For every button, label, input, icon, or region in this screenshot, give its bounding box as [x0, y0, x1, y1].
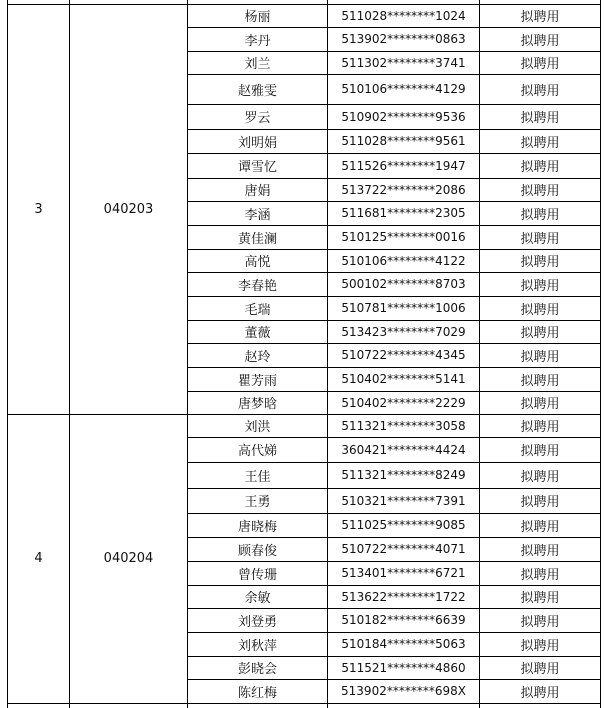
id-number-cell: 511526********1947: [341, 158, 466, 173]
position-code-cell: 040203: [103, 201, 154, 217]
name-cell: 高代娣: [237, 444, 277, 459]
id-number-cell: 510402********5141: [341, 372, 466, 386]
position-code-cell: 040204: [103, 551, 154, 566]
status-cell: 拟聘用: [520, 519, 560, 535]
status-cell: 拟聘用: [520, 469, 560, 485]
name-cell: 刘兰: [244, 57, 271, 72]
id-number-cell: 511302********3741: [341, 55, 466, 70]
name-cell: 刘明娟: [237, 135, 277, 151]
status-cell: 拟聘用: [520, 326, 560, 341]
id-number-cell: 511681********2305: [341, 206, 466, 220]
status-cell: 拟聘用: [520, 83, 560, 99]
name-cell: 曾传珊: [237, 567, 277, 583]
name-cell: 谭雪忆: [237, 160, 277, 175]
name-cell: 余敏: [244, 591, 271, 606]
status-cell: 拟聘用: [520, 111, 560, 126]
table-border: [600, 0, 601, 708]
name-cell: 李涵: [244, 207, 271, 223]
status-cell: 拟聘用: [520, 543, 560, 559]
name-cell: 唐梦晗: [237, 397, 277, 412]
id-number-cell: 510321********7391: [341, 493, 466, 508]
status-cell: 拟聘用: [520, 685, 560, 701]
id-number-cell: 510125********0016: [341, 230, 466, 244]
status-cell: 拟聘用: [520, 591, 560, 606]
id-number-cell: 511321********8249: [341, 468, 466, 482]
status-cell: 拟聘用: [520, 662, 560, 677]
status-cell: 拟聘用: [520, 231, 560, 247]
id-number-cell: 510182********6639: [341, 613, 466, 627]
name-cell: 黄佳澜: [237, 231, 277, 247]
status-cell: 拟聘用: [520, 135, 560, 151]
id-number-cell: 513622********1722: [341, 589, 466, 604]
id-number-cell: 510106********4122: [341, 253, 466, 268]
name-cell: 刘登勇: [237, 614, 277, 630]
status-cell: 拟聘用: [520, 444, 560, 459]
name-cell: 董薇: [244, 326, 271, 341]
id-number-cell: 513401********6721: [341, 566, 466, 580]
name-cell: 瞿芳雨: [237, 373, 277, 389]
name-cell: 唐晓梅: [237, 519, 277, 535]
status-cell: 拟聘用: [520, 184, 560, 199]
id-number-cell: 500102********8703: [341, 277, 466, 291]
status-cell: 拟聘用: [520, 349, 560, 365]
id-number-cell: 513423********7029: [341, 324, 466, 339]
status-cell: 拟聘用: [520, 397, 560, 412]
name-cell: 唐娟: [244, 184, 271, 199]
id-number-cell: 511028********1024: [341, 8, 466, 23]
status-cell: 拟聘用: [520, 373, 560, 389]
id-number-cell: 513902********698X: [341, 684, 466, 698]
status-cell: 拟聘用: [520, 614, 560, 630]
name-cell: 陈红梅: [237, 685, 277, 701]
status-cell: 拟聘用: [520, 278, 560, 294]
id-number-cell: 360421********4424: [341, 442, 466, 457]
name-cell: 杨丽: [244, 10, 271, 25]
name-cell: 赵雅雯: [237, 83, 277, 99]
id-number-cell: 510722********4071: [341, 542, 466, 556]
name-cell: 罗云: [244, 111, 271, 126]
status-cell: 拟聘用: [520, 638, 560, 654]
group-index-cell: 3: [34, 201, 43, 217]
id-number-cell: 511321********3058: [341, 418, 466, 433]
name-cell: 李春艳: [237, 278, 277, 294]
id-number-cell: 510106********4129: [341, 82, 466, 96]
name-cell: 毛瑞: [244, 302, 271, 318]
name-cell: 刘秋萍: [237, 638, 277, 654]
name-cell: 高悦: [244, 255, 271, 270]
status-cell: 拟聘用: [520, 160, 560, 175]
status-cell: 拟聘用: [520, 420, 560, 435]
name-cell: 刘洪: [244, 420, 271, 435]
status-cell: 拟聘用: [520, 255, 560, 270]
name-cell: 顾春俊: [237, 543, 277, 559]
status-cell: 拟聘用: [520, 57, 560, 72]
id-number-cell: 510184********5063: [341, 637, 466, 651]
name-cell: 王佳: [244, 469, 271, 485]
id-number-cell: 510722********4345: [341, 348, 466, 362]
table-border: [7, 703, 601, 704]
status-cell: 拟聘用: [520, 567, 560, 583]
name-cell: 李丹: [244, 33, 271, 49]
id-number-cell: 513722********2086: [341, 182, 466, 197]
id-number-cell: 511521********4860: [341, 660, 466, 675]
status-cell: 拟聘用: [520, 33, 560, 49]
name-cell: 王勇: [244, 495, 271, 510]
status-cell: 拟聘用: [520, 302, 560, 318]
id-number-cell: 510781********1006: [341, 301, 466, 315]
status-cell: 拟聘用: [520, 207, 560, 223]
name-cell: 赵玲: [244, 349, 271, 365]
id-number-cell: 510402********2229: [341, 395, 466, 410]
id-number-cell: 511025********9085: [341, 518, 466, 532]
group-index-cell: 4: [34, 551, 43, 566]
status-cell: 拟聘用: [520, 495, 560, 510]
status-cell: 拟聘用: [520, 10, 560, 25]
name-cell: 彭晓会: [237, 662, 277, 677]
id-number-cell: 513902********0863: [341, 32, 466, 46]
id-number-cell: 511028********9561: [341, 134, 466, 148]
id-number-cell: 510902********9536: [341, 109, 466, 124]
